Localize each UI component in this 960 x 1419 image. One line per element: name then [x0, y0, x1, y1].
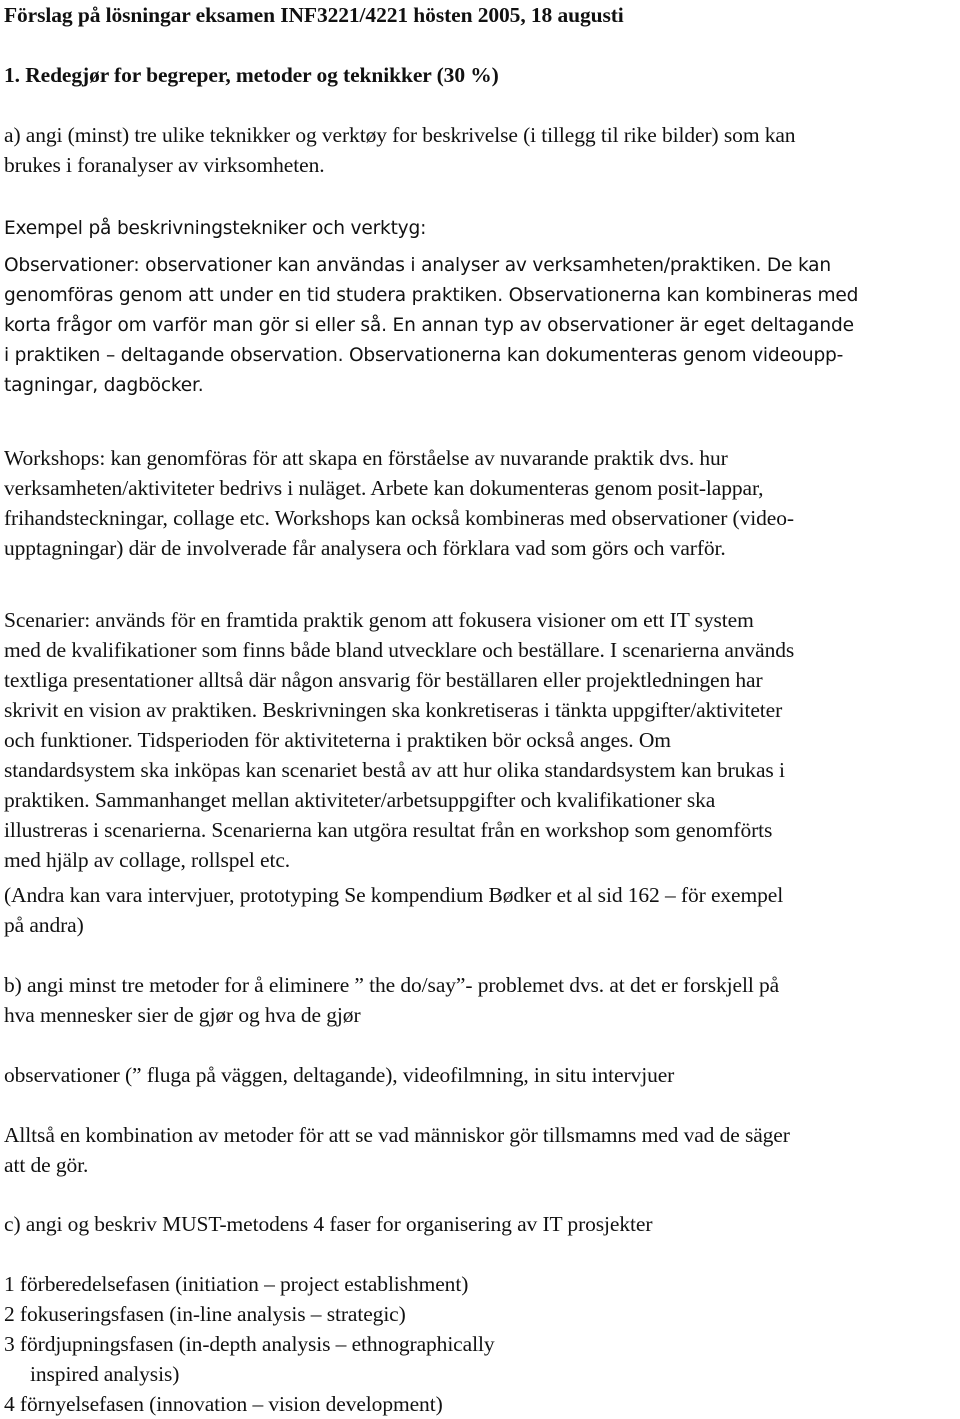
phase-item-continuation: inspired analysis): [30, 1362, 180, 1386]
observationer-line: i praktiken – deltagande observation. Observationerna kan dokumenteras genom videoupp-: [4, 345, 844, 366]
workshops-line: upptagningar) där de involverade får analysera och förklara vad som görs och varför.: [4, 536, 726, 560]
question-c: c) angi og beskriv MUST-metodens 4 faser for organisering av IT prosjekter: [4, 1212, 653, 1236]
observationer-line: genomföras genom att under en tid studera praktiken. Observationerna kan kombineras med: [4, 285, 859, 306]
workshops-line: frihandsteckningar, collage etc. Workshops kan också kombineras med observationer (video-: [4, 506, 794, 530]
question-a-line: a) angi (minst) tre ulike teknikker og verktøy for beskrivelse (i tillegg til rike bilder) som kan: [4, 123, 796, 147]
andra-line: (Andra kan vara intervjuer, prototyping Se kompendium Bødker et al sid 162 – för exempel: [4, 883, 784, 907]
scenarier-line: Scenarier: används för en framtida praktik genom att fokusera visioner om ett IT system: [4, 608, 754, 632]
scenarier-line: med de kvalifikationer som finns både bland utvecklare och beställare. I scenarierna används: [4, 638, 795, 662]
phase-item: 2 fokuseringsfasen (in-line analysis – strategic): [4, 1302, 406, 1326]
example-heading: Exempel på beskrivningstekniker och verktyg:: [4, 218, 427, 239]
question-a-line: brukes i foranalyser av virksomheten.: [4, 153, 325, 177]
section-heading: 1. Redegjør for begreper, metoder og teknikker (30 %): [4, 63, 499, 87]
phase-item: 3 fördjupningsfasen (in-depth analysis – ethnographically: [4, 1332, 495, 1356]
scenarier-line: och funktioner. Tidsperioden för aktiviteterna i praktiken bör också anges. Om: [4, 728, 671, 752]
alltsa-line: att de gör.: [4, 1153, 89, 1177]
observationer-line: tagningar, dagböcker.: [4, 375, 204, 396]
alltsa-line: Alltså en kombination av metoder för att se vad människor gör tillsmamns med vad de säger: [4, 1123, 790, 1147]
phase-item: 4 förnyelsefasen (innovation – vision development): [4, 1392, 443, 1416]
observationer-line: Observationer: observationer kan användas i analyser av verksamheten/praktiken. De kan: [4, 255, 831, 276]
observationer-line: korta frågor om varför man gör si eller så. En annan typ av observationer är eget deltagande: [4, 315, 854, 336]
document-title: Förslag på lösningar eksamen INF3221/4221 hösten 2005, 18 augusti: [4, 3, 624, 27]
question-b-line: b) angi minst tre metoder for å eliminere ” the do/say”- problemet dvs. at det er forskjell på: [4, 973, 780, 997]
scenarier-line: skrivit en vision av praktiken. Beskrivningen ska konkretiseras i tänkta uppgifter/aktiviteter: [4, 698, 783, 722]
andra-line: på andra): [4, 913, 84, 937]
scenarier-line: med hjälp av collage, rollspel etc.: [4, 848, 291, 872]
scenarier-line: standardsystem ska inköpas kan scenariet bestå av att hur olika standardsystem kan brukas i: [4, 758, 785, 782]
question-b-line: hva mennesker sier de gjør og hva de gjør: [4, 1003, 361, 1027]
scenarier-line: praktiken. Sammanhanget mellan aktiviteter/arbetsuppgifter och kvalifikationer ska: [4, 788, 716, 812]
scenarier-line: illustreras i scenarierna. Scenarierna kan utgöra resultat från en workshop som genomförts: [4, 818, 773, 842]
phase-item: 1 förberedelsefasen (initiation – project establishment): [4, 1272, 469, 1296]
workshops-line: verksamheten/aktiviteter bedrivs i nuläget. Arbete kan dokumenteras genom posit-lappar,: [4, 476, 764, 500]
observation-answer: observationer (” fluga på väggen, deltagande), videofilmning, in situ intervjuer: [4, 1063, 675, 1087]
scenarier-line: textliga presentationer alltså där någon ansvarig för beställaren eller projektledningen har: [4, 668, 763, 692]
workshops-line: Workshops: kan genomföras för att skapa en förståelse av nuvarande praktik dvs. hur: [4, 446, 728, 470]
